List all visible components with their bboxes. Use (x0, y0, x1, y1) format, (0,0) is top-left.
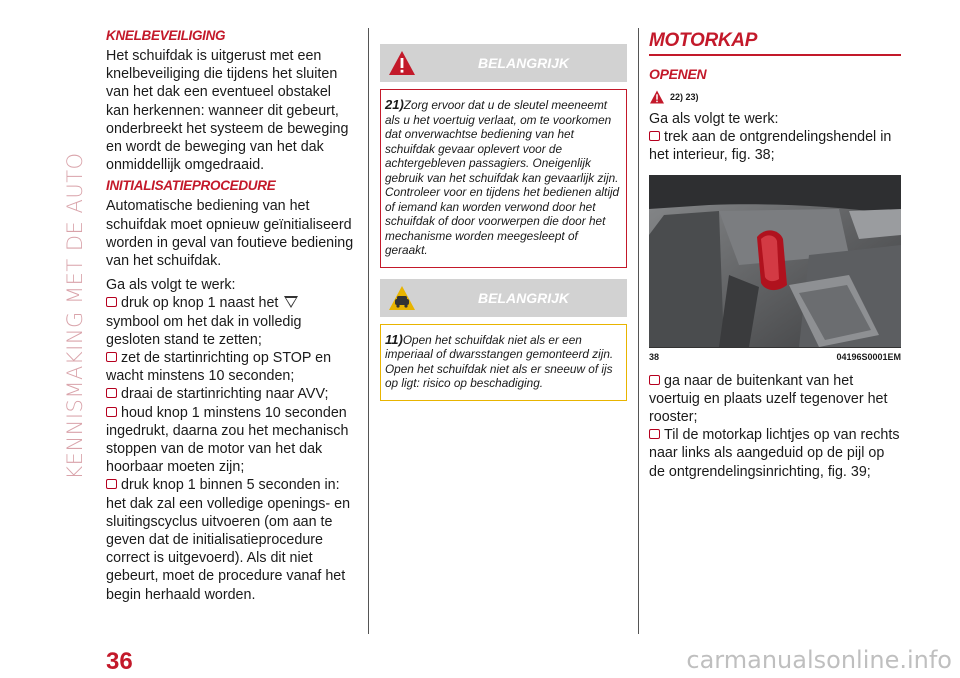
motorkap-step-3 (649, 426, 901, 481)
side-chapter-title-text: KENNISMAKING MET DE AUTO (63, 152, 87, 480)
step-3-text: draai de startinrichting naar AVV; (121, 386, 329, 403)
release-lever-photo (649, 175, 901, 347)
danger-warning-icon (649, 90, 665, 104)
warning-refs-text: 22) 23) (670, 92, 699, 102)
warning-box-2 (380, 324, 627, 401)
column-1 (106, 28, 356, 604)
heading-knelbeveiliging: KNELBEVEILIGING (106, 28, 226, 43)
motorkap-step-3-text: Til de motorkap lichtjes op van rechts naar links als aangeduid op de pijl op de ontgrendelingsinrichting, fig. 39; (649, 427, 900, 480)
step-5-text: druk knop 1 binnen 5 seconden in: het dak zal een volledige openings- en sluitingscyclus uitvoeren (om aan te geven dat de initialisatieprocedure correct is uitgevoerd). Als dit niet gebeurt, moet de procedure vanaf het begin herhaald worden. (106, 477, 351, 603)
warning-header-1 (380, 44, 627, 82)
heading-initialisatieprocedure: INITIALISATIEPROCEDURE (106, 178, 276, 194)
step-2 (106, 349, 356, 385)
triangle-symbol-icon (284, 296, 298, 308)
column-divider-1 (368, 28, 369, 634)
watermark: carmanualsonline.info (686, 646, 952, 674)
warning-header-2 (380, 279, 627, 317)
step-3 (106, 385, 356, 403)
figure-caption (649, 352, 901, 362)
checkbox-bullet-icon (106, 479, 117, 489)
checkbox-bullet-icon (106, 388, 117, 398)
heading-openen: OPENEN (649, 66, 707, 82)
step-5 (106, 476, 356, 603)
step-1 (106, 294, 356, 349)
side-chapter-title (55, 36, 95, 596)
checkbox-bullet-icon (106, 352, 117, 362)
steps-intro: Ga als volgt te werk: (106, 277, 236, 294)
warning-body-1: Zorg ervoor dat u de sleutel meeneemt als u het voertuig verlaat, om te voorkomen dat onverwachtse bediening van het schuifdak gevaar oplevert voor de achtergebleven passagiers. Oneigenlijk gebruik van het schuifdak kan gevaarlijk zijn. Controleer voor en tijdens het bedienen altijd of iemand kan worden verwond door het schuifdak of door voorwerpen die door het mechanisme worden meegesleept of geraakt. (385, 98, 620, 257)
warning-text-2 (385, 333, 622, 391)
heading-motorkap: MOTORKAP (649, 30, 758, 51)
motorkap-step-1-text: trek aan de ontgrendelingshendel in het interieur, fig. 38; (649, 129, 892, 164)
heading-rule (649, 54, 901, 56)
checkbox-bullet-icon (649, 429, 660, 439)
step-2-text: zet de startinrichting op STOP en wacht minstens 10 seconden; (106, 350, 332, 385)
step-4-text: houd knop 1 minstens 10 seconden ingedrukt, daarna zou het mechanisch stoppen van de motor van het dak hoorbaar moeten zijn; (106, 404, 349, 476)
step-4 (106, 404, 356, 477)
steps-intro-motorkap: Ga als volgt te werk: (649, 111, 779, 127)
paragraph-knelbeveiliging: Het schuifdak is uitgerust met een knelbeveiliging die tijdens het sluiten van het dak een eventueel obstakel kan herkennen: wanneer dit gebeurt, onderbreekt het systeem de beweging en wordt de beweging van het dak onmiddellijk omgedraaid. (106, 48, 349, 174)
warning-box-1 (380, 89, 627, 268)
page-number: 36 (106, 648, 133, 675)
warning-number-2: 11) (385, 331, 403, 347)
figure-number: 38 (649, 351, 660, 362)
checkbox-bullet-icon (106, 407, 117, 417)
figure-38-image (649, 175, 901, 348)
warning-text-1 (385, 98, 622, 258)
warning-body-2: Open het schuifdak niet als er een imperiaal of dwarsstangen gemonteerd zijn. Open het schuifdak niet als er sneeuw of ijs op ligt: risico op beschadiging. (385, 332, 614, 390)
warning-label-1: BELANGRIJK (477, 55, 569, 71)
paragraph-initialisatie: Automatische bediening van het schuifdak moet opnieuw geïnitialiseerd worden in geval van foutieve bediening van het schuifdak. (106, 198, 354, 270)
warning-number-1: 21) (385, 97, 404, 112)
motorkap-step-2 (649, 372, 901, 427)
column-divider-2 (638, 28, 639, 634)
motorkap-step-1 (649, 128, 901, 164)
column-2 (380, 44, 627, 401)
step-1-text-b: symbool om het dak in volledig gesloten stand te zetten; (106, 313, 302, 348)
figure-code: 04196S0001EM (836, 351, 901, 362)
warning-label-2: BELANGRIJK (477, 289, 569, 306)
checkbox-bullet-icon (649, 131, 660, 141)
motorkap-step-2-text: ga naar de buitenkant van het voertuig en plaats uzelf tegenover het rooster; (649, 372, 888, 426)
step-1-text-a: druk op knop 1 naast het (121, 295, 279, 312)
checkbox-bullet-icon (106, 297, 117, 307)
column-3 (649, 30, 901, 481)
checkbox-bullet-icon (649, 375, 660, 385)
warning-refs (649, 90, 901, 104)
